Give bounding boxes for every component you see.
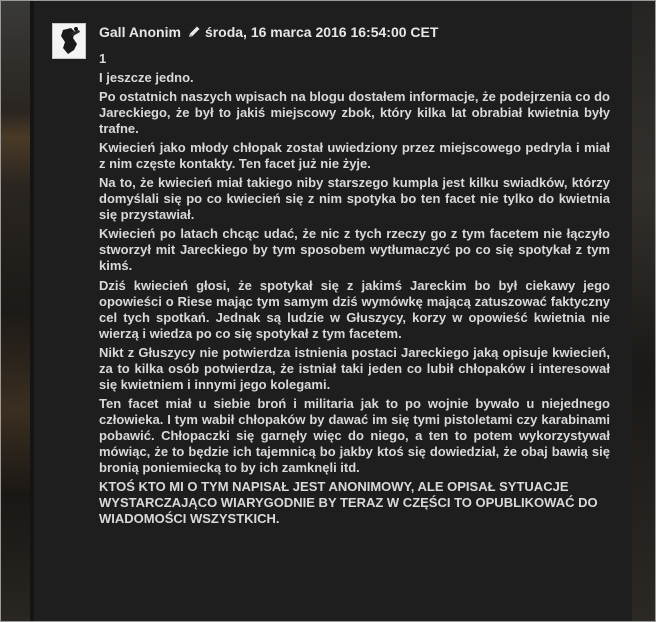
comment-paragraph: I jeszcze jedno. (99, 70, 194, 86)
comment-paragraph: 1 (99, 51, 107, 66)
background-right-strip (632, 0, 656, 622)
author-name[interactable]: Gall Anonim (99, 24, 181, 40)
comment-body (99, 51, 610, 530)
comment-header (99, 23, 438, 41)
pencil-icon[interactable] (187, 25, 201, 39)
background-left-strip (0, 0, 30, 622)
comment-paragraph: Kwiecień jako młody chłopak został uwiedziony przez miejscowego pedryla i miał z nim częste kontakty. Ten facet już nie żyje. (99, 140, 610, 172)
comment-paragraph: Po ostatnich naszych wpisach na blogu dostałem informacje, że podejrzenia co do Jareckiego, że był to jakiś miejscowy zbok, który kilka lat obrabiał kwietnia były trafne. (99, 89, 610, 137)
author-avatar[interactable] (52, 23, 86, 59)
comment-paragraph: Kwiecień po latach chcąc udać, że nic z tych rzeczy go z tym facetem nie łączyło stworzył mit Jareckiego by tym sposobem wytłumaczyć po co się spotykał z tym kimś. (99, 226, 610, 274)
comment-paragraph: Na to, że kwiecień miał takiego niby starszego kumpla jest kilku swiadków, którzy domyślali się po co kwiecień się z nim spotyka bo ten facet nie tylko do kwietnia się przystawiał. (99, 175, 610, 223)
comment-timestamp[interactable]: środa, 16 marca 2016 16:54:00 CET (204, 24, 439, 40)
comment-paragraph: Nikt z Głuszycy nie potwierdza istnienia postaci Jareckiego jaką opisuje kwiecień, za to kilka osób potwierdza, że istniał taki jeden co lubił chłopaków i interesował się kwietniem i innymi jego kolegami. (99, 344, 610, 392)
comment-paragraph: KTOŚ KTO MI O TYM NAPISAŁ JEST ANONIMOWY, ALE OPISAŁ SYTUACJE WYSTARCZAJĄCO WIARYGODNIE BY TERAZ W CZĘŚCI TO OPUBLIKOWAĆ DO WIADOMOŚCI WSZYSTKICH. (99, 478, 598, 526)
figure-avatar-icon (53, 24, 85, 58)
comment-paragraph: Ten facet miał u siebie broń i militaria jak to po wojnie bywało u niejednego człowieka. I tym wabił chłopaków by dawać im się tymi pistoletami czy karabinami pobawić. Chłopaczki się garnęły więc do niego, a ten to potem wykorzystywał mówiąc, że to będzie ich tajemnicą bo jakby ktoś się dowiedział, że obaj bawią się bronią poniemiecką to by ich zamknęli itd. (99, 395, 610, 475)
comment-paragraph: Dziś kwiecień głosi, że spotykał się z jakimś Jareckim bo był ciekawy jego opowieści o Riese mając tym samym dziś wymówkę mającą zatuszować faktyczny cel tych spotkań. Jednak są ludzie w Głuszycy, korzy w opowieść kwietnia nie wierzą i wiedza po co się spotykał z tym facetem. (99, 277, 610, 341)
